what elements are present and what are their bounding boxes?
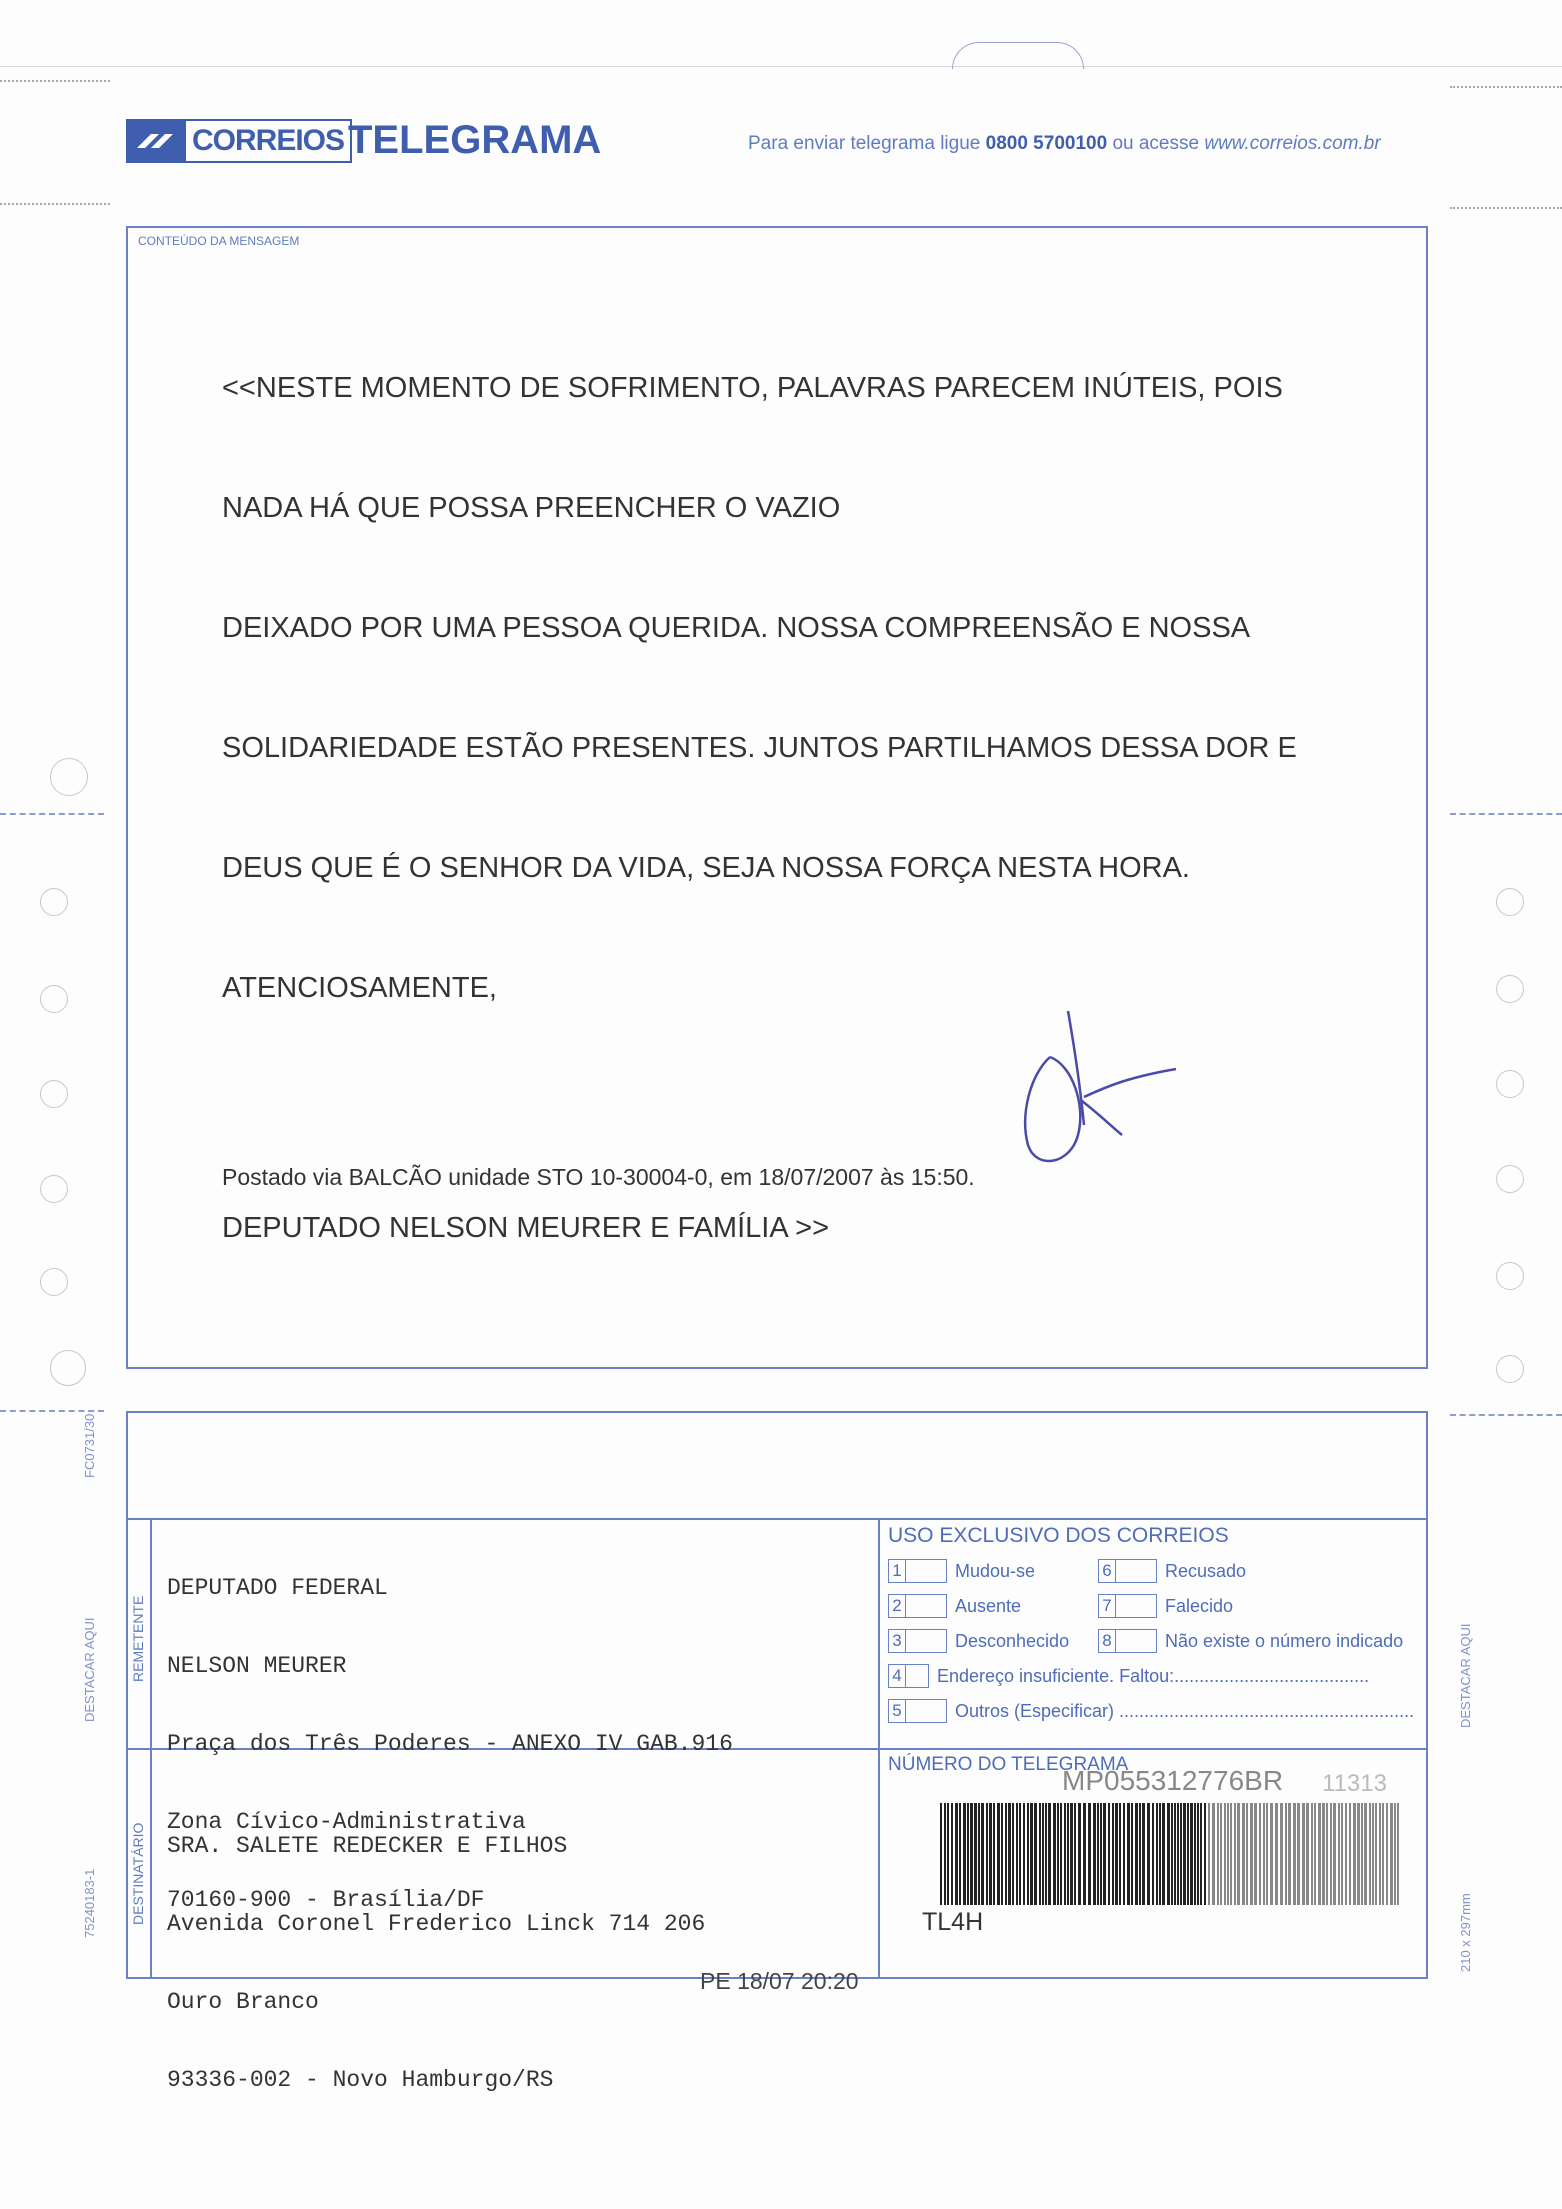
barcode-bar xyxy=(1034,1803,1037,1905)
barcode-bar xyxy=(1060,1803,1062,1905)
punch-hole xyxy=(50,758,88,796)
barcode-bar xyxy=(1005,1803,1007,1905)
barcode-bar xyxy=(1293,1803,1296,1905)
barcode-bar xyxy=(1353,1803,1356,1905)
barcode-bar xyxy=(1147,1803,1150,1905)
barcode-bar xyxy=(1280,1803,1283,1905)
option-refused[interactable] xyxy=(1098,1559,1246,1583)
option-number: 6 xyxy=(1098,1559,1116,1583)
correios-logo-icon xyxy=(126,119,184,163)
barcode-bar xyxy=(1042,1803,1044,1905)
barcode-bar xyxy=(1230,1803,1232,1905)
message-section-label: CONTEÚDO DA MENSAGEM xyxy=(138,234,300,248)
barcode-bar xyxy=(1345,1803,1347,1905)
barcode-bar xyxy=(1394,1803,1396,1905)
sender-label: REMETENTE xyxy=(130,1595,146,1682)
paper-size-label: 210 x 297mm xyxy=(1458,1893,1473,1972)
barcode-bar xyxy=(1208,1803,1210,1905)
form-divider xyxy=(878,1518,880,1979)
barcode-bar xyxy=(1057,1803,1059,1905)
option-number: 5 xyxy=(888,1699,906,1723)
recipient-label: DESTINATÁRIO xyxy=(130,1822,146,1925)
cut-line xyxy=(0,813,104,815)
recipient-line: 93336-002 - Novo Hamburgo/RS xyxy=(167,2067,554,2093)
barcode-bar xyxy=(1123,1803,1125,1905)
barcode-bar xyxy=(1171,1803,1173,1905)
barcode-bar xyxy=(947,1803,949,1905)
sender-line: DEPUTADO FEDERAL xyxy=(167,1575,388,1601)
telegram-number: MP055312776BR xyxy=(1062,1765,1284,1796)
barcode-bar xyxy=(1019,1803,1021,1905)
telegram-barcode xyxy=(940,1803,1400,1905)
barcode-bar xyxy=(1045,1803,1047,1905)
barcode-bar xyxy=(1115,1803,1118,1905)
cut-line xyxy=(1450,1414,1562,1416)
contact-middle: ou acesse xyxy=(1112,133,1200,154)
contact-phone: 0800 5700100 xyxy=(985,133,1108,154)
message-line: DEIXADO POR UMA PESSOA QUERIDA. NOSSA COMPREENSÃO E NOSSA xyxy=(222,612,1251,644)
barcode-bar xyxy=(1212,1803,1215,1905)
recipient-line: SRA. SALETE REDECKER E FILHOS xyxy=(167,1833,568,1859)
barcode-bar xyxy=(1397,1803,1399,1905)
barcode-bar xyxy=(1067,1803,1069,1905)
telegram-number-suffix: 11313 xyxy=(1322,1770,1387,1797)
barcode-bar xyxy=(1266,1803,1268,1905)
barcode-bar xyxy=(1119,1803,1121,1905)
punch-hole xyxy=(40,1175,68,1203)
barcode-bar xyxy=(1187,1803,1189,1905)
barcode-bar xyxy=(1064,1803,1066,1905)
barcode-bar xyxy=(1204,1803,1206,1905)
option-checkbox[interactable] xyxy=(1116,1594,1157,1618)
option-checkbox[interactable] xyxy=(906,1664,929,1688)
option-checkbox[interactable] xyxy=(906,1699,947,1723)
barcode-bar xyxy=(1254,1803,1257,1905)
barcode-bar xyxy=(1234,1803,1236,1905)
barcode-bar xyxy=(940,1803,942,1905)
message-line: <<NESTE MOMENTO DE SOFRIMENTO, PALAVRAS PARECEM INÚTEIS, POIS xyxy=(222,372,1283,404)
sender-line: Praça dos Três Poderes - ANEXO IV GAB.916 xyxy=(167,1731,733,1757)
barcode-bar xyxy=(1083,1803,1086,1905)
barcode-bar xyxy=(1242,1803,1245,1905)
sender-line: NELSON MEURER xyxy=(167,1653,347,1679)
barcode-bar xyxy=(1194,1803,1196,1905)
barcode-bar xyxy=(1361,1803,1363,1905)
barcode-bar xyxy=(1016,1803,1018,1905)
option-checkbox[interactable] xyxy=(1116,1629,1157,1653)
barcode-bar xyxy=(1152,1803,1154,1905)
barcode-bar xyxy=(1162,1803,1165,1905)
barcode-bar xyxy=(981,1803,984,1905)
barcode-bar xyxy=(1012,1803,1014,1905)
barcode-bar xyxy=(1330,1803,1332,1905)
barcode-bar xyxy=(1174,1803,1176,1905)
perforation-dots xyxy=(0,80,110,82)
option-label: Não existe o número indicado xyxy=(1165,1630,1404,1651)
option-checkbox[interactable] xyxy=(1116,1559,1157,1583)
option-checkbox[interactable] xyxy=(906,1594,947,1618)
barcode-bar xyxy=(1341,1803,1343,1905)
barcode-bar xyxy=(1023,1803,1025,1905)
barcode-bar xyxy=(989,1803,992,1905)
barcode-bar xyxy=(1382,1803,1384,1905)
barcode-bar xyxy=(1088,1803,1091,1905)
message-line: DEUS QUE É O SENHOR DA VIDA, SEJA NOSSA FORÇA NESTA HORA. xyxy=(222,852,1190,884)
barcode-bar xyxy=(1070,1803,1073,1905)
punch-hole xyxy=(1496,1070,1524,1098)
message-line: DEPUTADO NELSON MEURER E FAMÍLIA >> xyxy=(222,1212,830,1244)
correios-use-title: USO EXCLUSIVO DOS CORREIOS xyxy=(888,1524,1229,1547)
option-number-not-exist[interactable] xyxy=(1098,1629,1403,1653)
barcode-bar xyxy=(1288,1803,1291,1905)
message-line: NADA HÁ QUE POSSA PREENCHER O VAZIO xyxy=(222,492,841,524)
option-label: Mudou-se xyxy=(955,1560,1036,1581)
barcode-bar xyxy=(1275,1803,1278,1905)
barcode-bar xyxy=(1285,1803,1287,1905)
postal-stamp: PE 18/07 20:20 xyxy=(700,1968,859,1994)
barcode-bar xyxy=(1217,1803,1219,1905)
option-number: 1 xyxy=(888,1559,906,1583)
barcode-bar xyxy=(1322,1803,1325,1905)
barcode-bar xyxy=(1357,1803,1360,1905)
barcode-bar xyxy=(1306,1803,1309,1905)
punch-hole xyxy=(1496,1165,1524,1193)
barcode-bar xyxy=(997,1803,1000,1905)
barcode-bar xyxy=(1097,1803,1099,1905)
option-label: Endereço insuficiente. Faltou:....................................... xyxy=(937,1665,1370,1686)
barcode-bar xyxy=(1200,1803,1202,1905)
punch-hole xyxy=(1496,888,1524,916)
logo-text: CORREIOS xyxy=(184,119,352,163)
barcode-bar xyxy=(1127,1803,1130,1905)
barcode-bar xyxy=(1030,1803,1033,1905)
barcode-bar xyxy=(1156,1803,1158,1905)
option-insufficient-address[interactable] xyxy=(888,1664,1369,1688)
telegram-number-title: NÚMERO DO TELEGRAMA xyxy=(888,1754,1129,1775)
barcode-bar xyxy=(1001,1803,1003,1905)
punch-hole xyxy=(1496,1262,1524,1290)
barcode-bar xyxy=(1326,1803,1328,1905)
barcode-bar xyxy=(1177,1803,1179,1905)
barcode-bar xyxy=(1112,1803,1114,1905)
option-moved[interactable] xyxy=(888,1559,1035,1583)
top-edge-line xyxy=(0,66,1562,67)
barcode-bar xyxy=(1224,1803,1226,1905)
barcode-bar xyxy=(970,1803,973,1905)
perforation-dots xyxy=(1450,207,1562,209)
barcode-bar xyxy=(1008,1803,1011,1905)
barcode-bar xyxy=(1103,1803,1106,1905)
option-checkbox[interactable] xyxy=(906,1559,947,1583)
barcode-bar xyxy=(1167,1803,1170,1905)
perforation-dots xyxy=(0,203,110,205)
barcode-bar xyxy=(1180,1803,1182,1905)
contact-site: www.correios.com.br xyxy=(1204,133,1381,154)
barcode-bar xyxy=(1027,1803,1029,1905)
punch-hole xyxy=(1496,975,1524,1003)
option-number: 7 xyxy=(1098,1594,1116,1618)
barcode-bar xyxy=(1197,1803,1199,1905)
option-unknown[interactable] xyxy=(888,1629,1069,1653)
sender-line: Zona Cívico-Administrativa xyxy=(167,1809,526,1835)
barcode-bar xyxy=(1379,1803,1381,1905)
barcode-bar xyxy=(978,1803,980,1905)
option-label: Falecido xyxy=(1165,1595,1234,1616)
handwritten-ok-mark xyxy=(1010,1005,1190,1175)
telegram-code: TL4H xyxy=(922,1908,984,1936)
barcode-bar xyxy=(1333,1803,1336,1905)
barcode-bar xyxy=(974,1803,977,1905)
option-label: Recusado xyxy=(1165,1560,1247,1581)
right-detach-label: DESTACAR AQUI xyxy=(1458,1623,1473,1728)
barcode-bar xyxy=(1100,1803,1102,1905)
option-label: Outros (Especificar) ........................................................... xyxy=(955,1700,1415,1721)
option-label: Ausente xyxy=(955,1595,1022,1616)
barcode-bar xyxy=(1237,1803,1240,1905)
option-checkbox[interactable] xyxy=(906,1629,947,1653)
barcode-bar xyxy=(951,1803,953,1905)
barcode-bar xyxy=(1311,1803,1313,1905)
barcode-bar xyxy=(1159,1803,1161,1905)
barcode-bar xyxy=(1338,1803,1340,1905)
contact-prefix: Para enviar telegrama ligue xyxy=(748,133,981,154)
option-others[interactable] xyxy=(888,1699,1414,1723)
punch-hole xyxy=(40,985,68,1013)
cut-line xyxy=(0,1410,104,1412)
barcode-bar xyxy=(1297,1803,1300,1905)
barcode-bar xyxy=(1386,1803,1388,1905)
barcode-bar xyxy=(1135,1803,1138,1905)
barcode-bar xyxy=(1142,1803,1145,1905)
barcode-bar xyxy=(1349,1803,1351,1905)
barcode-bar xyxy=(1270,1803,1273,1905)
barcode-bar xyxy=(1220,1803,1222,1905)
correios-logo xyxy=(126,119,352,163)
barcode-bar xyxy=(967,1803,969,1905)
option-number: 4 xyxy=(888,1664,906,1688)
barcode-bar xyxy=(1369,1803,1371,1905)
option-number: 2 xyxy=(888,1594,906,1618)
barcode-bar xyxy=(1250,1803,1253,1905)
punch-hole xyxy=(1496,1355,1524,1383)
left-form-code: FC0731/30 xyxy=(82,1413,97,1478)
message-line: SOLIDARIEDADE ESTÃO PRESENTES. JUNTOS PARTILHAMOS DESSA DOR E xyxy=(222,732,1297,764)
barcode-bar xyxy=(1372,1803,1374,1905)
barcode-bar xyxy=(1364,1803,1367,1905)
recipient-line: Avenida Coronel Frederico Linck 714 206 xyxy=(167,1911,706,1937)
posted-info: Postado via BALCÃO unidade STO 10-30004-0, em 18/07/2007 às 15:50. xyxy=(222,1164,975,1190)
barcode-bar xyxy=(1259,1803,1261,1905)
barcode-bar xyxy=(963,1803,966,1905)
barcode-bar xyxy=(1039,1803,1041,1905)
barcode-bar xyxy=(959,1803,961,1905)
page-title: TELEGRAMA xyxy=(348,118,602,162)
punch-hole xyxy=(40,888,68,916)
top-tab xyxy=(952,42,1084,69)
barcode-bar xyxy=(1263,1803,1266,1905)
message-line: ATENCIOSAMENTE, xyxy=(222,972,497,1004)
cut-line xyxy=(1450,813,1562,815)
form-divider xyxy=(150,1518,152,1979)
barcode-bar xyxy=(1190,1803,1193,1905)
sender-line: 70160-900 - Brasília/DF xyxy=(167,1887,485,1913)
option-deceased[interactable] xyxy=(1098,1594,1233,1618)
barcode-bar xyxy=(1074,1803,1076,1905)
form-divider xyxy=(126,1518,1428,1520)
punch-hole xyxy=(50,1350,86,1386)
barcode-bar xyxy=(944,1803,946,1905)
barcode-bar xyxy=(1093,1803,1096,1905)
barcode-bar xyxy=(1318,1803,1321,1905)
recipient-address xyxy=(167,1781,705,2119)
option-absent[interactable] xyxy=(888,1594,1021,1618)
barcode-bar xyxy=(993,1803,995,1905)
perforation-dots xyxy=(1450,86,1562,88)
barcode-bar xyxy=(1053,1803,1056,1905)
recipient-line: Ouro Branco xyxy=(167,1989,319,2015)
barcode-bar xyxy=(986,1803,988,1905)
barcode-bar xyxy=(1078,1803,1081,1905)
barcode-bar xyxy=(1108,1803,1110,1905)
barcode-bar xyxy=(1246,1803,1248,1905)
punch-hole xyxy=(40,1268,68,1296)
left-detach-label: DESTACAR AQUI xyxy=(82,1617,97,1722)
barcode-bar xyxy=(1131,1803,1133,1905)
barcode-bar xyxy=(1139,1803,1141,1905)
barcode-bar xyxy=(1183,1803,1186,1905)
option-label: Desconhecido xyxy=(955,1630,1070,1651)
barcode-bar xyxy=(1375,1803,1377,1905)
barcode-bar xyxy=(1302,1803,1305,1905)
barcode-bar xyxy=(1314,1803,1316,1905)
barcode-bar xyxy=(1390,1803,1393,1905)
barcode-bar xyxy=(955,1803,958,1905)
option-number: 8 xyxy=(1098,1629,1116,1653)
barcode-bar xyxy=(1048,1803,1051,1905)
contact-info xyxy=(748,133,1381,155)
left-form-number: 75240183-1 xyxy=(82,1868,97,1938)
option-number: 3 xyxy=(888,1629,906,1653)
barcode-bar xyxy=(1227,1803,1229,1905)
punch-hole xyxy=(40,1080,68,1108)
